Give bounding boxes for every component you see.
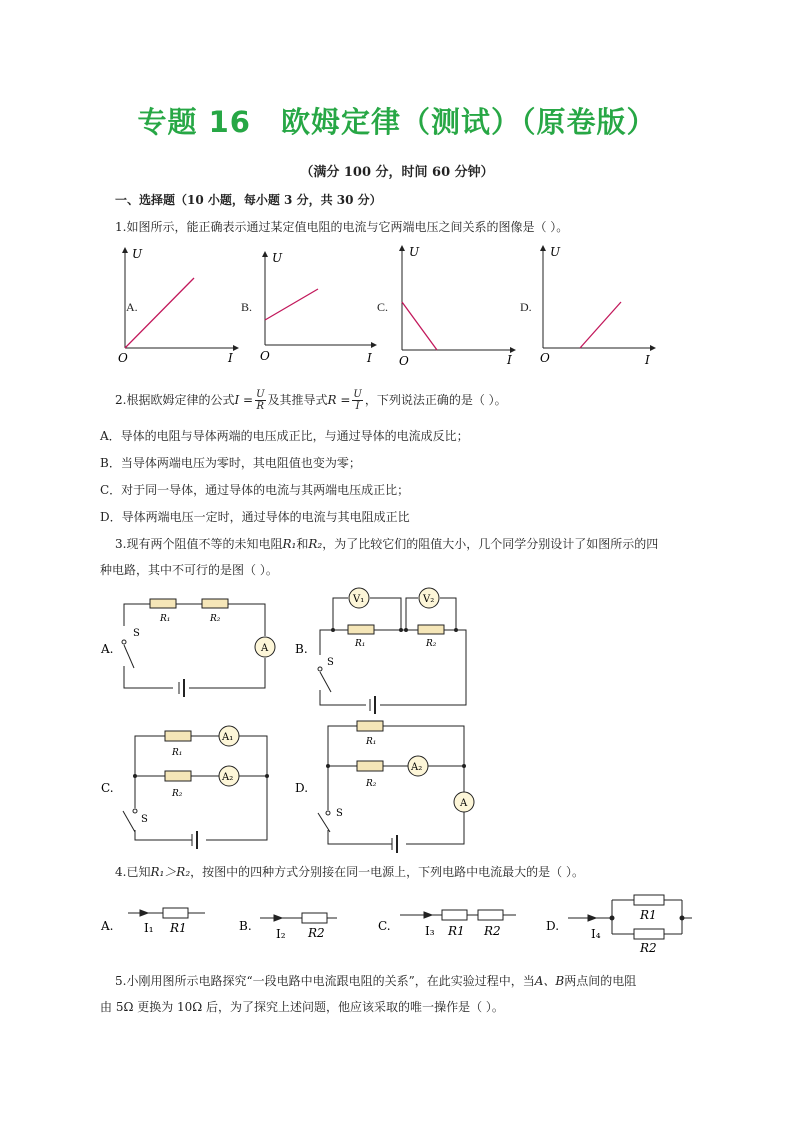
q4-d-current: I₄ (591, 927, 601, 941)
question-1-text: 1.如图所示，能正确表示通过某定值电阻的电流与它两端电压之间关系的图像是（ ）。 (115, 220, 569, 234)
q3-d-r2 (357, 761, 383, 771)
q3-circuit-c (123, 726, 267, 849)
q4-option-d-label: D. (546, 919, 560, 933)
q4-b-r2: R2 (308, 926, 325, 940)
q3-c-a1-label: A₁ (222, 732, 234, 743)
q1-d-axis-u: U (550, 245, 561, 259)
q3-option-c-label: C. (101, 781, 114, 795)
q1-d-origin: O (540, 351, 550, 365)
q2-option-c: C．对于同一导体，通过导体的电流与其两端电压成正比； (100, 483, 410, 497)
q1-graph-c-line (402, 302, 437, 350)
q1-c-axis-u: U (409, 245, 420, 259)
q3-option-d-label: D. (295, 781, 309, 795)
q1-option-d-label: D. (520, 300, 532, 314)
q4-a-r1: R1 (170, 921, 187, 935)
q1-b-axis-u: U (272, 251, 283, 265)
q1-graph-b-line (265, 289, 318, 320)
question-3-text: 3.现有两个阻值不等的未知电阻R₁和R₂，为了比较它们的阻值大小，几个同学分别设计了如图所示的四 (115, 537, 659, 551)
q3-d-switch (318, 813, 330, 832)
q3-c-r1-label: R₁ (172, 748, 183, 758)
q1-graph-a (118, 247, 238, 365)
q4-d-r1: R1 (640, 908, 657, 922)
q3-circuit-d (318, 721, 474, 853)
q1-b-origin: O (260, 349, 270, 363)
q3-d-switch-label: S (336, 808, 343, 819)
q2-fraction-1: $\frac{U}{R}$ (256, 389, 265, 412)
q3-b-v2-label: V₂ (423, 594, 435, 605)
q3-c-r2 (165, 771, 191, 781)
q3-c-switch-label: S (141, 814, 148, 825)
q1-c-origin: O (399, 354, 409, 368)
q3-d-a2-label: A₂ (411, 762, 423, 773)
q3-c-r1 (165, 731, 191, 741)
q4-c-r1: R1 (448, 924, 465, 938)
q3-option-a-label: A. (101, 642, 114, 656)
q1-a-axis-i: I (228, 351, 233, 365)
q3-circuit-a (122, 599, 275, 697)
q3-a-r2 (202, 599, 228, 608)
q3-d-r2-label: R₂ (366, 779, 377, 789)
q3-a-ammeter-label: A (261, 643, 269, 654)
question-3-text-line2: 种电路，其中不可行的是图（ ）。 (100, 563, 278, 577)
page-subtitle: （满分 100 分，时间 60 分钟） (300, 165, 494, 180)
q3-circuit-b (318, 588, 466, 714)
page-title: 专题 16 欧姆定律（测试）（原卷版） (137, 105, 657, 139)
q3-c-r2-label: R₂ (172, 789, 183, 799)
q4-c-r2: R2 (484, 924, 501, 938)
q4-circuit-c (400, 910, 516, 920)
q1-b-axis-i: I (367, 351, 372, 365)
question-5-text: 5.小刚用图所示电路探究“一段电路中电流跟电阻的关系”，在此实验过程中，当A、B两点间的电阻 (115, 974, 637, 988)
q3-a-switch (124, 645, 134, 668)
q4-circuit-a (128, 908, 205, 918)
q2-formula1-lhs: I = (234, 393, 254, 407)
q3-a-r1 (150, 599, 176, 608)
q1-option-c-label: C. (377, 300, 389, 314)
q3-c-switch (123, 811, 135, 832)
question-5-text-line2: 由 5Ω 更换为 10Ω 后，为了探究上述问题，他应该采取的唯一操作是（ ）。 (100, 1000, 504, 1014)
q1-d-axis-i: I (645, 353, 650, 367)
q3-a-r2-label: R₂ (210, 614, 221, 624)
q3-b-switch-label: S (327, 657, 334, 668)
q4-d-r2: R2 (640, 941, 657, 955)
q3-d-ammeter-label: A (460, 798, 468, 809)
q1-a-origin: O (118, 351, 128, 365)
q4-option-c-label: C. (378, 919, 391, 933)
q4-circuit-d (568, 895, 692, 939)
q3-b-v1-label: V₁ (353, 594, 365, 605)
q3-b-r2-label: R₂ (426, 639, 437, 649)
q2-formula2-lhs: R = (327, 393, 351, 407)
q2-option-d: D．导体两端电压一定时，通过导体的电流与其电阻成正比 (100, 510, 410, 524)
q3-b-r1-label: R₁ (355, 639, 366, 649)
q2-option-a: A．导体的电阻与导体两端的电压成正比，与通过导体的电流成反比； (100, 429, 469, 443)
section-heading: 一、选择题（10 小题，每小题 3 分，共 30 分） (115, 193, 382, 207)
q4-circuit-b (260, 913, 337, 923)
q3-option-b-label: B. (295, 642, 308, 656)
q1-graph-d (540, 245, 655, 367)
q1-graph-a-line (125, 278, 194, 348)
q1-option-a-label: A. (126, 300, 138, 314)
q3-b-r1 (348, 625, 374, 634)
q1-a-axis-u: U (132, 247, 143, 261)
q3-b-switch (320, 672, 331, 692)
q4-option-b-label: B. (239, 919, 252, 933)
q2-fraction-2: $\frac{U}{I}$ (353, 389, 362, 412)
q3-d-r1-label: R₁ (366, 737, 377, 747)
q3-b-r2 (418, 625, 444, 634)
q1-option-b-label: B. (241, 300, 253, 314)
q3-c-a2-label: A₂ (222, 772, 234, 783)
q3-a-r1-label: R₁ (160, 614, 171, 624)
q4-c-current: I₃ (425, 924, 435, 938)
q1-graph-c (399, 245, 515, 368)
q4-b-current: I₂ (276, 927, 286, 941)
q1-graph-d-line (580, 302, 621, 348)
q2-option-b: B．当导体两端电压为零时，其电阻值也变为零； (100, 456, 361, 470)
q4-a-current: I₁ (144, 921, 154, 935)
q1-c-axis-i: I (507, 353, 512, 367)
q3-d-r1 (357, 721, 383, 731)
q1-graph-b (260, 251, 376, 365)
q3-a-switch-label: S (133, 628, 140, 639)
question-2-text: 2.根据欧姆定律的公式I = $\frac{U}{R}$ 及其推导式R = $\frac{U}{I}$ ，下列说法正确的是（ ）。 (115, 389, 507, 412)
q4-option-a-label: A. (101, 919, 114, 933)
question-4-text: 4.已知R₁＞R₂，按图中的四种方式分别接在同一电源上，下列电路中电流最大的是（ ）。 (115, 865, 584, 879)
